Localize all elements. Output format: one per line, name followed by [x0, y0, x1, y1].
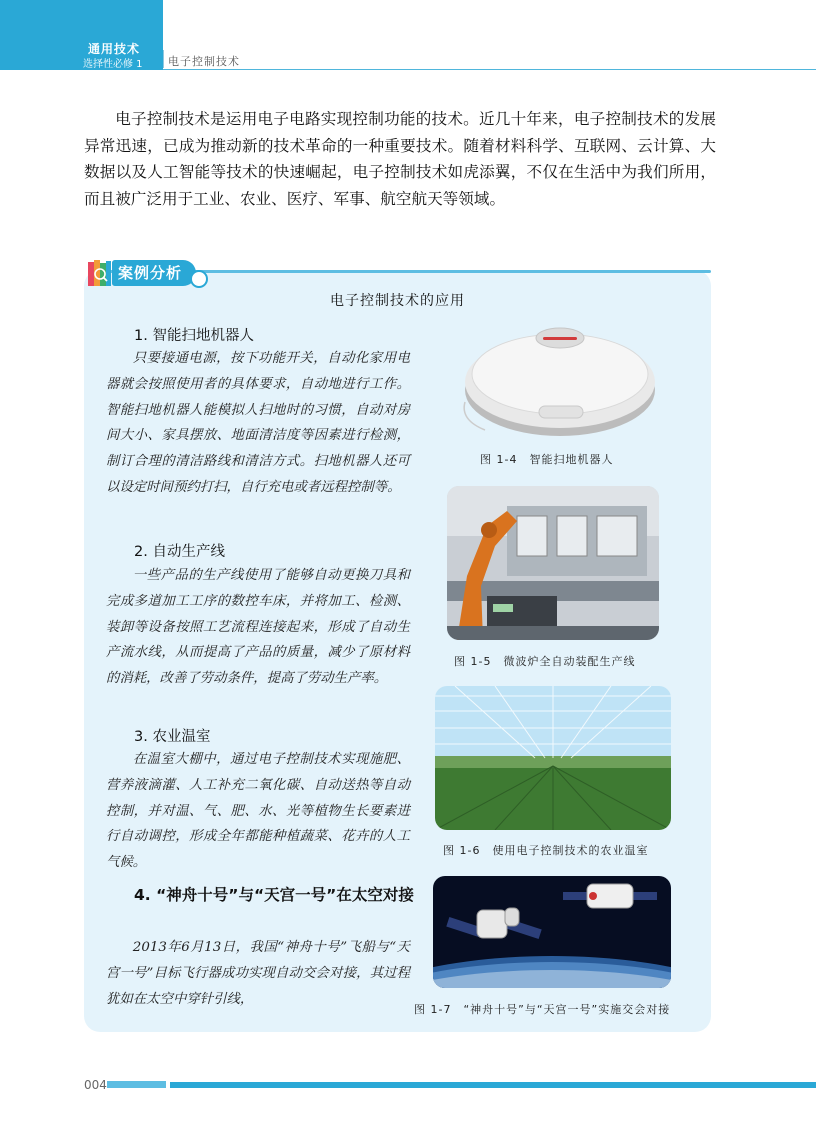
section-heading-docking: 4. “神舟十号”与“天宫一号”在太空对接	[134, 886, 414, 904]
chapter-title: 电子控制技术	[168, 55, 240, 68]
header-separator	[163, 50, 164, 68]
footer-bar-long	[170, 1082, 816, 1088]
greenhouse-image	[435, 686, 671, 830]
section-heading-production: 2. 自动生产线	[134, 544, 225, 560]
robot-vacuum-image	[455, 312, 665, 437]
section-text-robot-p: 只要接通电源，按下功能开关，自动化家用电器就会按照使用者的具体要求，自动地进行工作。智能扫地机器人能模拟人扫地时的习惯，自动对房间大小、家具摆放、地面清洁度等因素进行检测，制订合理的清洁路线和清洁方式。扫地机器人还可以设定时间预约打扫，自行充电或者远程控制等。	[106, 351, 410, 495]
section-text-docking	[106, 935, 410, 1012]
section-heading-greenhouse: 3. 农业温室	[134, 729, 211, 745]
book-subtitle: 选择性必修 1	[83, 59, 143, 70]
section-text-docking-p: 2013年6月13日，我国“神舟十号”飞船与“天宫一号”目标飞行器成功实现自动交会对接，其过程犹如在太空中穿针引线，	[106, 940, 410, 1007]
case-header	[86, 258, 210, 288]
section-text-production-p: 一些产品的生产线使用了能够自动更换刀具和完成多道加工工序的数控车床，并将加工、检测、装卸等设备按照工艺流程连接起来，形成了自动生产流水线，从而提高了产品的质量，减少了原材料的消耗，改善了劳动条件，提高了劳动生产率。	[106, 568, 410, 687]
case-label: 案例分析	[112, 260, 196, 286]
figure-caption-1-6: 图 1-6 使用电子控制技术的农业温室	[443, 844, 649, 857]
assembly-line-image	[447, 486, 659, 640]
figure-caption-1-4: 图 1-4 智能扫地机器人	[480, 453, 614, 466]
magnifier-bubble-icon	[190, 270, 208, 288]
section-heading-robot: 1. 智能扫地机器人	[134, 328, 254, 344]
section-text-greenhouse-p: 在温室大棚中，通过电子控制技术实现施肥、营养液滴灌、人工补充二氧化碳、自动送热等自动控制，并对温、气、肥、水、光等植物生长要素进行自动调控，形成全年都能种植蔬菜、花卉的人工气候。	[106, 752, 410, 871]
book-title: 通用技术	[88, 42, 141, 56]
intro-paragraph	[84, 106, 716, 212]
footer-bar-short	[107, 1081, 166, 1088]
books-icon	[86, 258, 112, 288]
figure-caption-1-7: 图 1-7 “神舟十号”与“天宫一号”实施交会对接	[414, 1003, 671, 1016]
intro-text: 电子控制技术是运用电子电路实现控制功能的技术。近几十年来，电子控制技术的发展异常迅速，已成为推动新的技术革命的一种重要技术。随着材料科学、互联网、云计算、大数据以及人工智能等技术的快速崛起，电子控制技术如虎添翼，不仅在生活中为我们所用，而且被广泛用于工业、农业、医疗、军事、航空航天等领域。	[84, 110, 716, 208]
case-title: 电子控制技术的应用	[330, 293, 465, 309]
spacecraft-image	[433, 876, 671, 988]
section-text-greenhouse	[106, 747, 410, 876]
header-block	[0, 0, 163, 70]
figure-caption-1-5: 图 1-5 微波炉全自动装配生产线	[454, 655, 636, 668]
page-number: 004	[84, 1078, 107, 1092]
header-rule	[163, 69, 816, 70]
section-text-production	[106, 563, 410, 692]
section-text-robot	[106, 346, 410, 501]
